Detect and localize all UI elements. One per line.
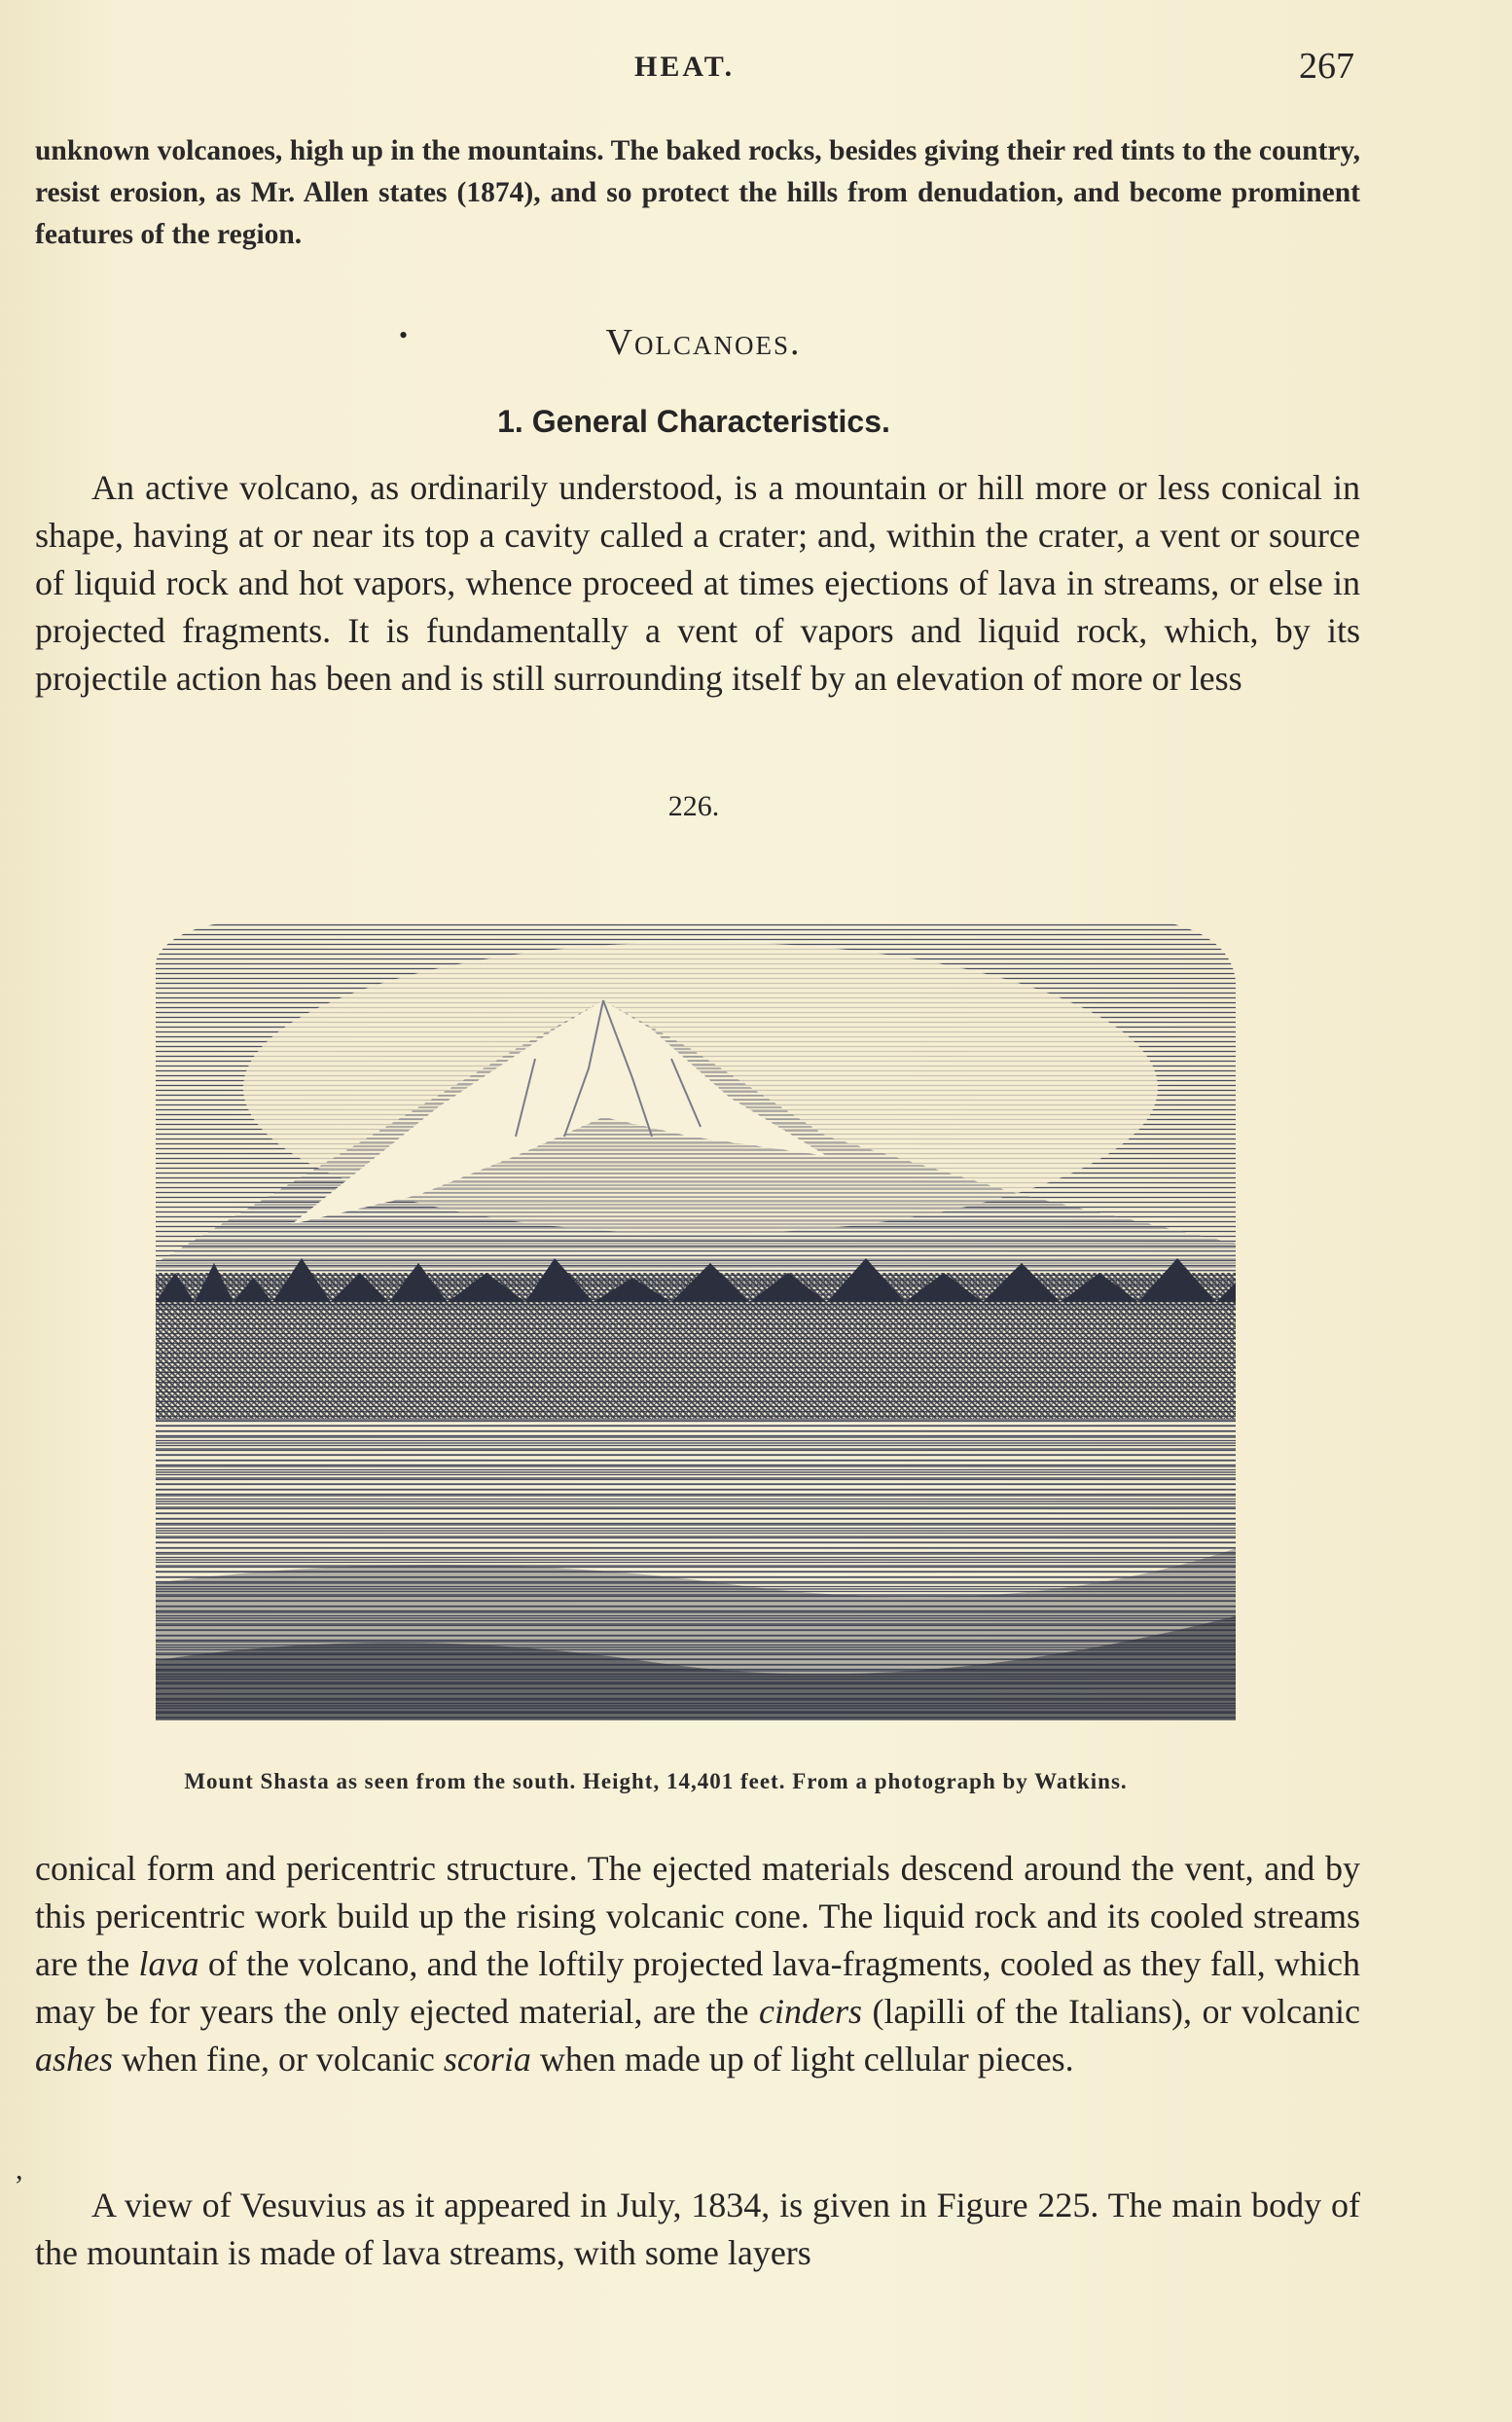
text-run: when fine, or volcanic: [113, 2040, 444, 2079]
intro-paragraph: unknown volcanoes, high up in the mountains. The baked rocks, besides giving their red tints to the country, resist erosion, as Mr. Allen states (1874), and so protect the hills from denudation, and become prominent features of the region.: [35, 135, 1360, 250]
figure-caption: Mount Shasta as seen from the south. Height, 14,401 feet. From a photograph by Watkins.: [184, 1769, 1128, 1793]
term-scoria: scoria: [443, 2040, 531, 2079]
figure-number: 226.: [667, 790, 720, 822]
page-number: 267: [1299, 46, 1354, 87]
term-cinders: cinders: [758, 1992, 862, 2031]
text-run: of the volcano, and the loftily projected lava-fragments, cooled as they fall, which may be for years the only ejected material, are the: [35, 1944, 1360, 2031]
term-ashes: ashes: [35, 2040, 113, 2079]
subsection-title: 1. General Characteristics.: [497, 404, 890, 439]
stray-comma: ,: [16, 2153, 23, 2186]
section-title: Volcanoes.: [605, 322, 802, 363]
mount-shasta-engraving: [146, 845, 1245, 1740]
stray-dot: •: [399, 321, 409, 349]
running-head-title: HEAT.: [634, 51, 736, 83]
text-run: (lapilli of the Italians), or volcanic: [861, 1992, 1360, 2031]
paragraph-conical-form: [35, 1845, 1360, 2083]
paragraph-vesuvius: A view of Vesuvius as it appeared in July, 1834, is given in Figure 225. The main body of the mountain is made of lava streams, with some layers: [35, 2186, 1360, 2272]
term-lava: lava: [138, 1944, 199, 1983]
running-head: [0, 45, 1512, 93]
paragraph-general-characteristics: An active volcano, as ordinarily understood, is a mountain or hill more or less conical in shape, having at or near its top a cavity called a crater; and, within the crater, a vent or source of liquid rock and hot vapors, whence proceed at times ejections of lava in streams, or else in projected fragments. It is fundamentally a vent of vapors and liquid rock, which, by its projectile action has been and is still surrounding itself by an elevation of more or less: [35, 468, 1360, 698]
text-run: when made up of light cellular pieces.: [530, 2040, 1074, 2079]
text-run: conical form and pericentric structure. The ejected materials descend around the vent, and by this pericentric work build up the rising volcanic cone. The liquid rock and its cooled streams are the: [35, 1849, 1360, 1983]
